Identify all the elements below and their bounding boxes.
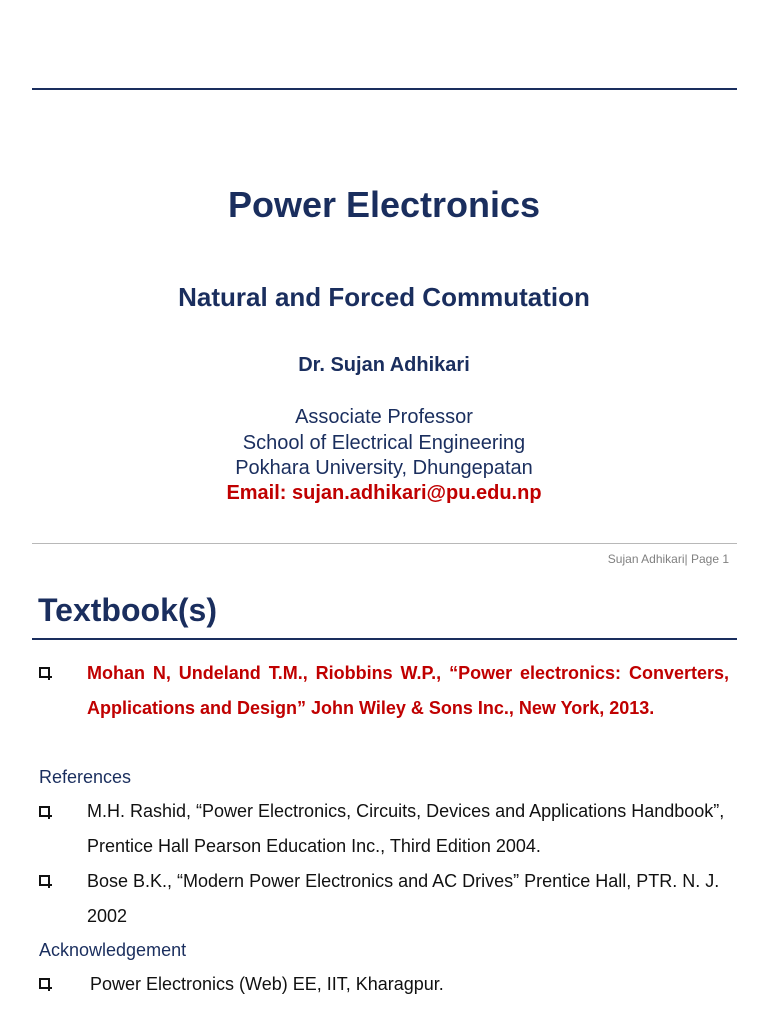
checkbox-bullet-icon bbox=[39, 806, 50, 817]
textbook-entry: Mohan N, Undeland T.M., Riobbins W.P., “Power electronics: Converters, Applications and Design” John Wiley & Sons Inc., New York, 2013. bbox=[87, 663, 729, 718]
checkbox-bullet-icon bbox=[39, 875, 50, 886]
acknowledgement-entry: Power Electronics (Web) EE, IIT, Kharagpur. bbox=[90, 974, 444, 994]
slide-subtitle: Natural and Forced Commutation bbox=[178, 282, 590, 312]
page-divider bbox=[32, 543, 737, 544]
checkbox-bullet-icon bbox=[39, 978, 50, 989]
textbooks-heading: Textbook(s) bbox=[38, 592, 217, 628]
affiliation-block bbox=[0, 405, 768, 482]
affiliation-university: Pokhara University, Dhungepatan bbox=[235, 457, 533, 479]
checkbox-bullet-icon bbox=[39, 667, 50, 678]
affiliation-school: School of Electrical Engineering bbox=[242, 431, 526, 454]
reference-entry: M.H. Rashid, “Power Electronics, Circuits, Devices and Applications Handbook”, Prentice Hall Pearson Education Inc., Third Edition 2004. bbox=[87, 801, 725, 856]
author-email: Email: sujan.adhikari@pu.edu.np bbox=[226, 482, 542, 504]
acknowledgement-label: Acknowledgement bbox=[39, 940, 187, 960]
page-footer: Sujan Adhikari| Page 1 bbox=[607, 552, 729, 566]
slide1-top-rule bbox=[32, 88, 737, 90]
reference-entry: Bose B.K., “Modern Power Electronics and AC Drives” Prentice Hall, PTR. N. J. 2002 bbox=[87, 871, 720, 926]
author-name: Dr. Sujan Adhikari bbox=[298, 354, 470, 376]
references-label: References bbox=[39, 767, 132, 787]
textbooks-heading-rule bbox=[32, 638, 737, 640]
slide-title: Power Electronics bbox=[227, 184, 541, 225]
affiliation-position: Associate Professor bbox=[295, 406, 473, 428]
